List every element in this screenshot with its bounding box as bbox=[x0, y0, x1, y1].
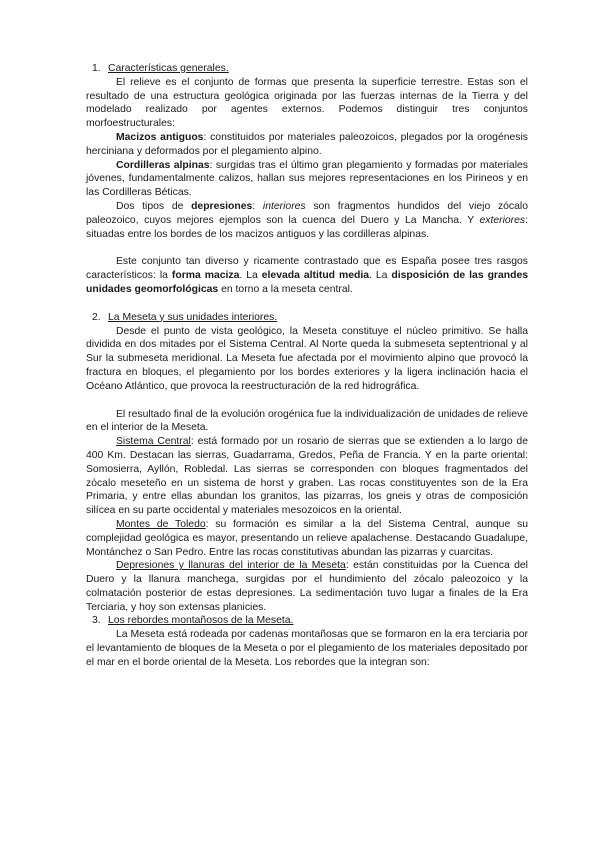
section-number: 2. bbox=[92, 311, 101, 323]
section-number: 1. bbox=[92, 63, 101, 74]
paragraph: El resultado final de la evolución orogénica fue la individualización de unidades de relieve en el interior de la Meseta. bbox=[86, 408, 528, 434]
term: Montes de Toledo bbox=[116, 518, 206, 530]
term: forma maciza bbox=[171, 270, 240, 282]
paragraph: Sistema Central: está formado por un rosario de sierras que se extienden a lo largo de 400 Km. Destacan las sierras, Guadarrama, Gredos, Peña de Francia. Y en la parte oriental: Somosierra, Ayllón, Robledal. Las sierras se corresponden con bloques fragmentados del zócalo meseteño en un sistema de horst y graben. Las rocas constituyentes son de la Era Primaria, y entre ellas abundan los granitos, las pizarras, los gneis y otras de composición silícea en su parte occidental y materiales mesozoicos en la oriental. bbox=[86, 436, 528, 517]
paragraph: Dos tipos de depresiones: interiores son fragmentos hundidos del viejo zócalo paleozoico, cuyos mejores ejemplos son la cuenca del Duero y La Mancha. Y exteriores: situadas entre los bordes de los macizos antiguos y las cordilleras alpinas. bbox=[86, 200, 528, 240]
section-3-heading bbox=[92, 614, 528, 628]
paragraph: La Meseta está rodeada por cadenas montañosas que se formaron en la era terciaria por el levantamiento de bloques de la Meseta o por el plegamiento de los materiales depositado por el mar en el borde oriental de la Meseta. Los rebordes que la integran son: bbox=[86, 629, 528, 668]
term: Macizos antiguos bbox=[116, 131, 204, 143]
term: elevada altitud media bbox=[261, 270, 370, 282]
paragraph: Este conjunto tan diverso y ricamente contrastado que es España posee tres rasgos característicos: la forma maciza. La elevada altitud media. La disposición de las grandes unidades geomorfológicas en torno a la meseta central. bbox=[86, 256, 529, 295]
paragraph: Desde el punto de vista geológico, la Meseta constituye el núcleo primitivo. Se halla dividida en dos mitades por el Sistema Central. Al Norte queda la submeseta septentrional y al Sur la submeseta meridional. La Meseta fue afectada por el movimiento alpino que provocó la fractura en bloques, el plegamiento por los bordes exteriores y la ligera inclinación hacia el Océano Atlántico, que provoca la reestructuración de la red hidrográfica. bbox=[86, 325, 528, 392]
term: disposición de las grandes unidades geomorfológicas bbox=[86, 270, 529, 295]
term: Depresiones y llanuras del interior de la Meseta bbox=[116, 560, 346, 572]
term: Cordilleras alpinas bbox=[116, 159, 210, 171]
term: exteriores bbox=[479, 214, 526, 226]
paragraph: Cordilleras alpinas: surgidas tras el último gran plegamiento y formadas por materiales jóvenes, fundamentalmente calizos, hallan sus mejores representaciones en los Pirineos y en las Cordilleras Béticas. bbox=[86, 159, 528, 199]
paragraph: Montes de Toledo: su formación es similar a la del Sistema Central, aunque su complejidad geológica es mayor, presentando un relieve apalachense. Destacando Guadalupe, Montánchez o San Pedro. Entre las rocas constitutivas abundan las pizarras y cuarcitas. bbox=[86, 518, 528, 558]
section-title: La Meseta y sus unidades interiores. bbox=[108, 311, 278, 323]
term: interiores bbox=[262, 200, 306, 212]
paragraph: El relieve es el conjunto de formas que presenta la superficie terrestre. Estas son el resultado de una estructura geológica originada por las fuerzas internas de la Tierra y del modelado realizado por agentes externos. Podemos distinguir tres conjuntos morfoestructurales: bbox=[86, 76, 528, 130]
section-number: 3. bbox=[92, 615, 101, 627]
section-title: Los rebordes montañosos de la Meseta. bbox=[108, 615, 294, 627]
term: depresiones bbox=[191, 200, 253, 212]
document-page bbox=[86, 62, 528, 670]
section-2-heading bbox=[92, 311, 528, 325]
section-1-heading bbox=[92, 62, 528, 76]
paragraph: Depresiones y llanuras del interior de la Meseta: están constituidas por la Cuenca del Duero y la llanura manchega, surgidas por el hundimiento del zócalo paleozoico y la colmatación posterior de estas depresiones. La sedimentación tuvo lugar a finales de la Era Terciaria, y hoy son extensas planicies. bbox=[86, 560, 528, 613]
paragraph: Macizos antiguos: constituidos por materiales paleozoicos, plegados por la orogénesis herciniana y deformados por el plegamiento alpino. bbox=[86, 131, 528, 157]
term: Sistema Central bbox=[116, 436, 191, 448]
section-title: Características generales. bbox=[108, 63, 229, 74]
